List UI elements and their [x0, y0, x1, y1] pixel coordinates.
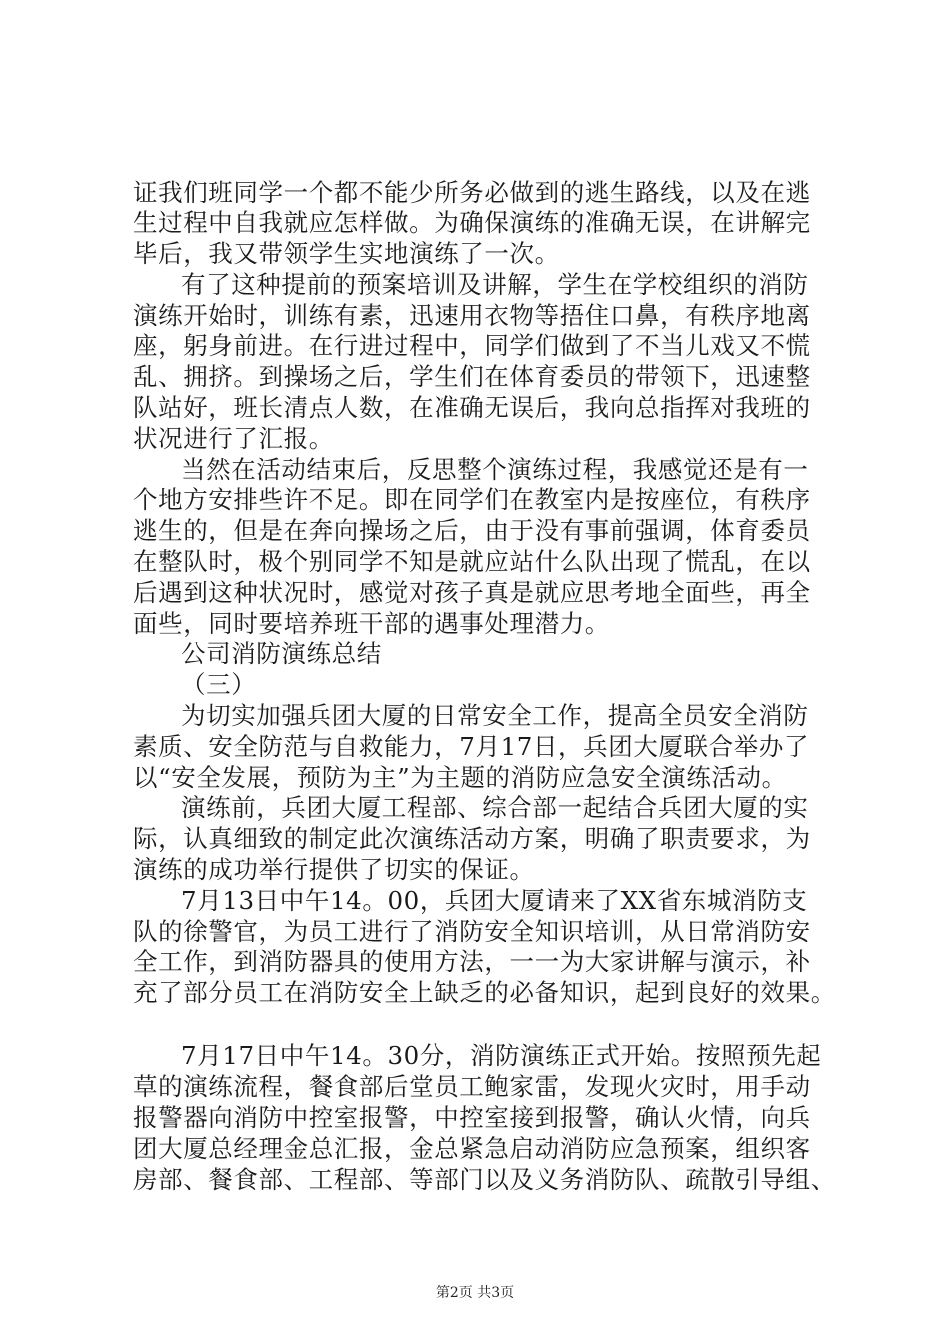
text-line: 素质、安全防范与自救能力，7月17日，兵团大厦联合举办了 — [133, 732, 810, 761]
page-footer — [0, 1284, 950, 1302]
text-line: 演练前，兵团大厦工程部、综合部一起结合兵团大厦的实 — [181, 793, 809, 822]
text-line: 7月17日中午14。30分，消防演练正式开始。按照预先起 — [181, 1041, 822, 1070]
text-line: 当然在活动结束后，反思整个演练过程，我感觉还是有一 — [181, 455, 809, 484]
text-line: 全工作，到消防器具的使用方法，一一为大家讲解与演示，补 — [133, 947, 811, 976]
text-line: 7月13日中午14。00，兵团大厦请来了XX省东城消防支 — [181, 886, 808, 915]
text-line: 演练的成功举行提供了切实的保证。 — [133, 855, 535, 884]
text-line: 报警器向消防中控室报警，中控室接到报警，确认火情，向兵 — [133, 1103, 811, 1132]
text-line: 逃生的，但是在奔向操场之后，由于没有事前强调，体育委员 — [133, 516, 811, 545]
text-line: 房部、餐食部、工程部、等部门以及义务消防队、疏散引导组、 — [133, 1165, 836, 1194]
text-line: 队的徐警官，为员工进行了消防安全知识培训，从日常消防安 — [133, 917, 811, 946]
page-number-label: 第2页 共3页 — [435, 1285, 515, 1301]
text-line: 乱、拥挤。到操场之后，学生们在体育委员的带领下，迅速整 — [133, 362, 811, 391]
text-line: 个地方安排些许不足。即在同学们在教室内是按座位，有秩序 — [133, 485, 811, 514]
section-title: 公司消防演练总结 — [181, 639, 382, 668]
text-line: 状况进行了汇报。 — [133, 424, 334, 453]
text-line: 演练开始时，训练有素，迅速用衣物等捂住口鼻，有秩序地离 — [133, 301, 811, 330]
text-line: 毕后，我又带领学生实地演练了一次。 — [133, 239, 560, 268]
text-line: 充了部分员工在消防安全上缺乏的必备知识，起到良好的效果。 — [133, 978, 836, 1007]
text-line: 在整队时，极个别同学不知是就应站什么队出现了慌乱，在以 — [133, 547, 811, 576]
section-number: （三） — [181, 670, 257, 699]
text-line: 草的演练流程，餐食部后堂员工鲍家雷，发现火灾时，用手动 — [133, 1072, 811, 1101]
text-line: 为切实加强兵团大厦的日常安全工作，提高全员安全消防 — [181, 701, 809, 730]
text-line: 团大厦总经理金总汇报，金总紧急启动消防应急预案，组织客 — [133, 1134, 811, 1163]
text-line: 生过程中自我就应怎样做。为确保演练的准确无误，在讲解完 — [133, 208, 811, 237]
text-line: 证我们班同学一个都不能少所务必做到的逃生路线，以及在逃 — [133, 178, 811, 207]
text-line: 面些，同时要培养班干部的遇事处理潜力。 — [133, 609, 610, 638]
text-line: 际，认真细致的制定此次演练活动方案，明确了职责要求，为 — [133, 824, 811, 853]
text-line: 有了这种提前的预案培训及讲解，学生在学校组织的消防 — [181, 270, 809, 299]
text-line: 以“安全发展，预防为主”为主题的消防应急安全演练活动。 — [133, 763, 787, 792]
text-line: 座，躬身前进。在行进过程中，同学们做到了不当儿戏又不慌 — [133, 331, 811, 360]
text-line: 队站好，班长清点人数，在准确无误后，我向总指挥对我班的 — [133, 393, 811, 422]
text-line: 后遇到这种状况时，感觉对孩子真是就应思考地全面些，再全 — [133, 578, 811, 607]
